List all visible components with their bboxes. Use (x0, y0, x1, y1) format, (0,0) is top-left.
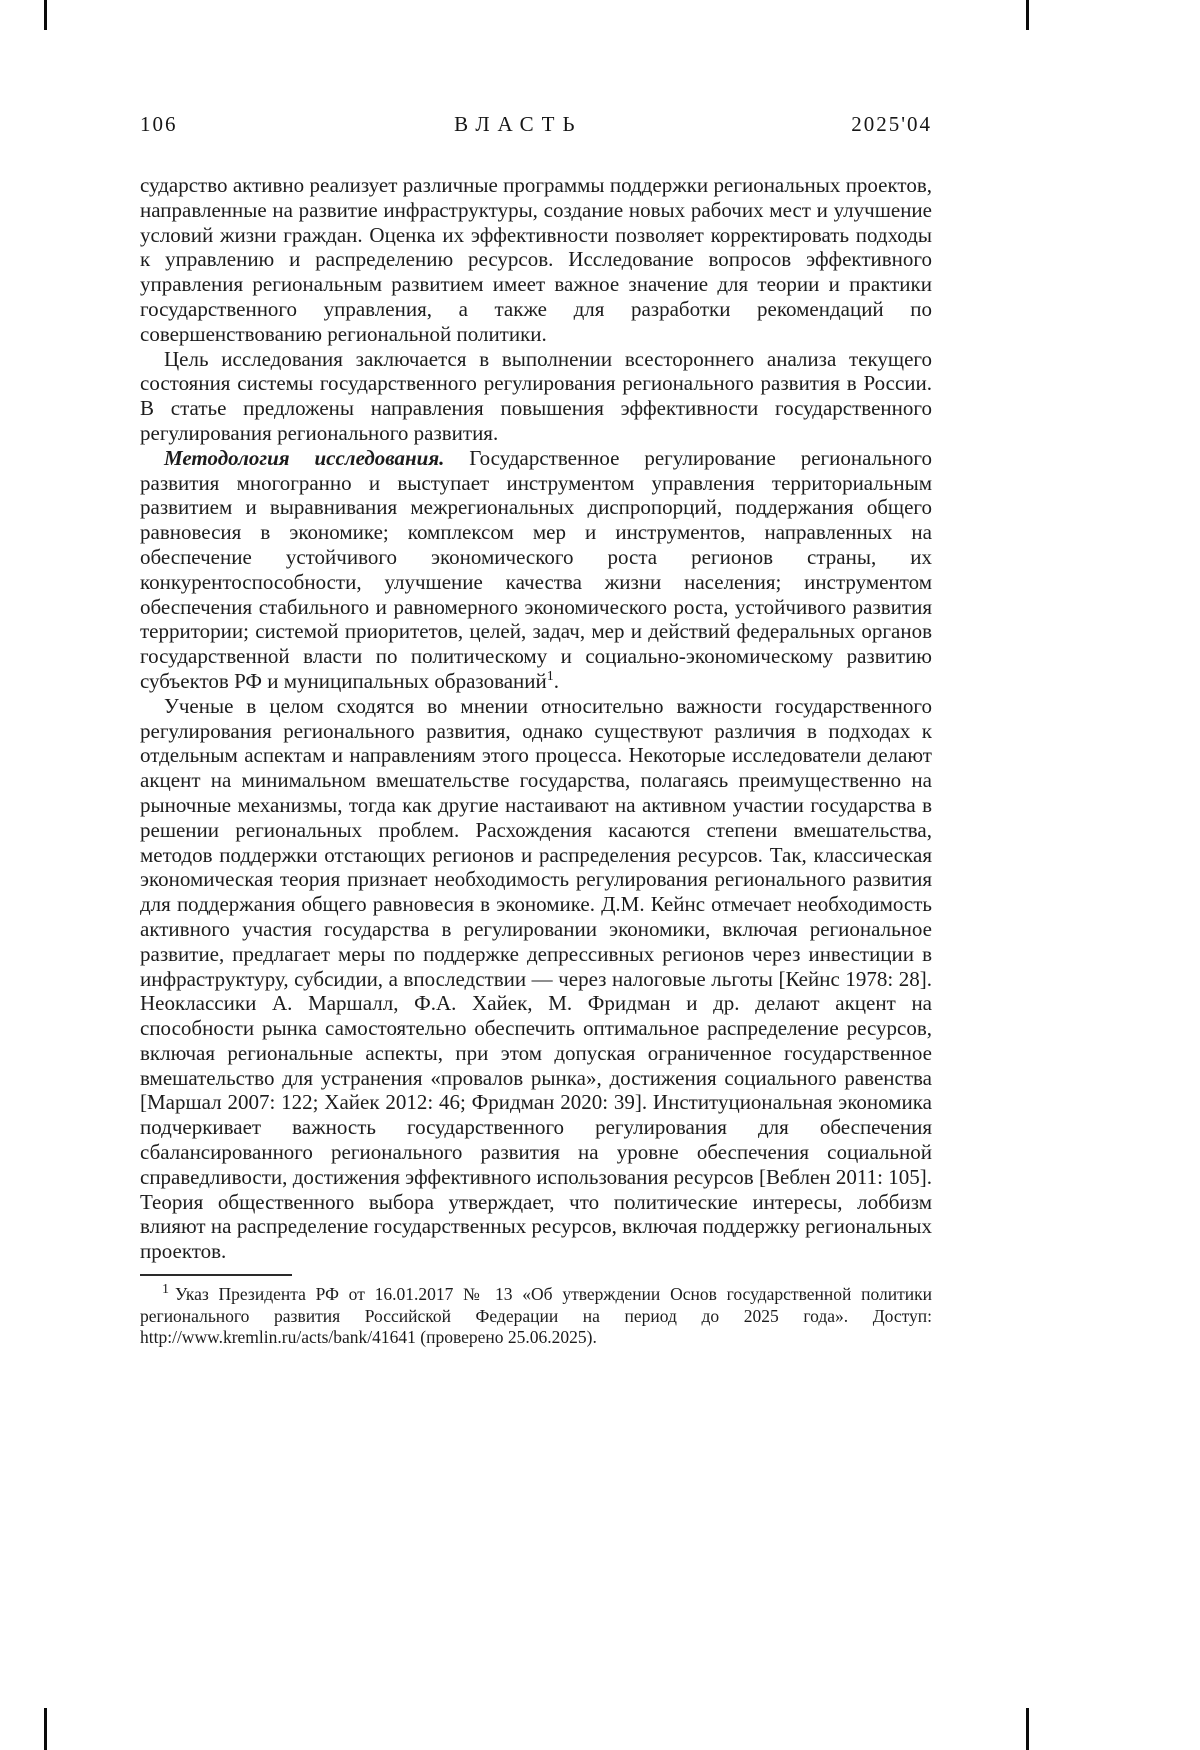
running-header (140, 112, 932, 137)
issue-number: 2025'04 (851, 112, 932, 136)
footnote (140, 1284, 932, 1349)
footnote-area (140, 1274, 932, 1349)
crop-mark-top-left (44, 0, 47, 30)
paragraph-text-end: . (553, 668, 559, 693)
paragraph-methodology (140, 446, 932, 694)
footnote-rule (140, 1274, 292, 1276)
paragraph-goal: Цель исследования заключается в выполнении всестороннего анализа текущего состояния системы государственного регулирования регионального развития в России. В статье предложены направления повышения эффективности государственного регулирования регионального развития. (140, 346, 932, 445)
article-body (140, 173, 932, 1264)
section-lead: Методология исследования. (164, 445, 445, 470)
footnote-marker: 1 (162, 1282, 169, 1298)
paragraph-discussion: Ученые в целом сходятся во мнении относительно важности государственного регулирования регионального развития, однако существуют различия в подходах к отдельным аспектам и направлениям этого процесса. Некоторые исследователи делают акцент на минимальном вмешательстве государства, полагаясь преимущественно на рыночные механизмы, тогда как другие настаивают на активном участии государства в решении региональных проблем. Расхождения касаются степени вмешательства, методов поддержки отстающих регионов и распределения ресурсов. Так, классическая экономическая теория признает необходимость регулирования регионального развития для поддержания общего равновесия в экономике. Д.М. Кейнс отмечает необходимость активного участия государства в регулировании экономики, включая региональное развитие, предлагает меры по поддержке депрессивных регионов через инвестиции в инфраструктуру, субсидии, а впоследствии — через налоговые льготы [Кейнс 1978: 28]. Неоклассики А. Маршалл, Ф.А. Хайек, М. Фридман и др. делают акцент на способности рынка самостоятельно обеспечить оптимальное распределение ресурсов, включая региональные аспекты, при этом допуская ограниченное государственное вмешательство для устранения «провалов рынка», достижения социального равенства [Маршал 2007: 122; Хайек 2012: 46; Фридман 2020: 39]. Институциональная экономика подчеркивает важность государственного регулирования для обеспечения сбалансированного регионального развития на уровне обеспечения социальной справедливости, достижения эффективного использования ресурсов [Веблен 2011: 105]. Теория общественного выбора утверждает, что политические интересы, лоббизм влияют на распределение государственных ресурсов, включая поддержку региональных проектов. (140, 693, 932, 1264)
paragraph-continuation: сударство активно реализует различные программы поддержки региональных проектов, направленные на развитие инфраструктуры, создание новых рабочих мест и улучшение условий жизни граждан. Оценка их эффективности позволяет корректировать подходы к управлению и распределению ресурсов. Исследование вопросов эффективного управления региональным развитием имеет важное значение для теории и практики государственного управления, а также для разработки рекомендаций по совершенствованию региональной политики. (140, 173, 932, 346)
footnote-text: Указ Президента РФ от 16.01.2017 № 13 «Об утверждении Основ государственной политики регионального развития Российской Федерации на период до 2025 года». Доступ: http://www.kremlin.ru/acts/bank/41641 (проверено 25.06.2025). (140, 1284, 932, 1348)
crop-mark-top-right (1026, 0, 1029, 30)
footnote-ref: 1 (546, 668, 554, 684)
page-content (140, 112, 932, 1349)
journal-title: ВЛАСТЬ (454, 112, 583, 136)
page-number: 106 (140, 112, 178, 136)
crop-mark-bottom-right (1026, 1708, 1029, 1750)
paragraph-text: Государственное регулирование регионального развития многогранно и выступает инструментом управления территориальным развитием и выравнивания межрегиональных диспропорций, поддержания общего равновесия в экономике; комплексом мер и инструментов, направленных на обеспечение устойчивого экономического роста регионов страны, их конкурентоспособности, улучшение качества жизни населения; инструментом обеспечения стабильного и равномерного экономического роста, устойчивого развития территории; системой приоритетов, целей, задач, мер и действий федеральных органов государственной власти по политическому и социально-экономическому развитию субъектов РФ и муниципальных образований (140, 445, 932, 693)
crop-mark-bottom-left (44, 1708, 47, 1750)
